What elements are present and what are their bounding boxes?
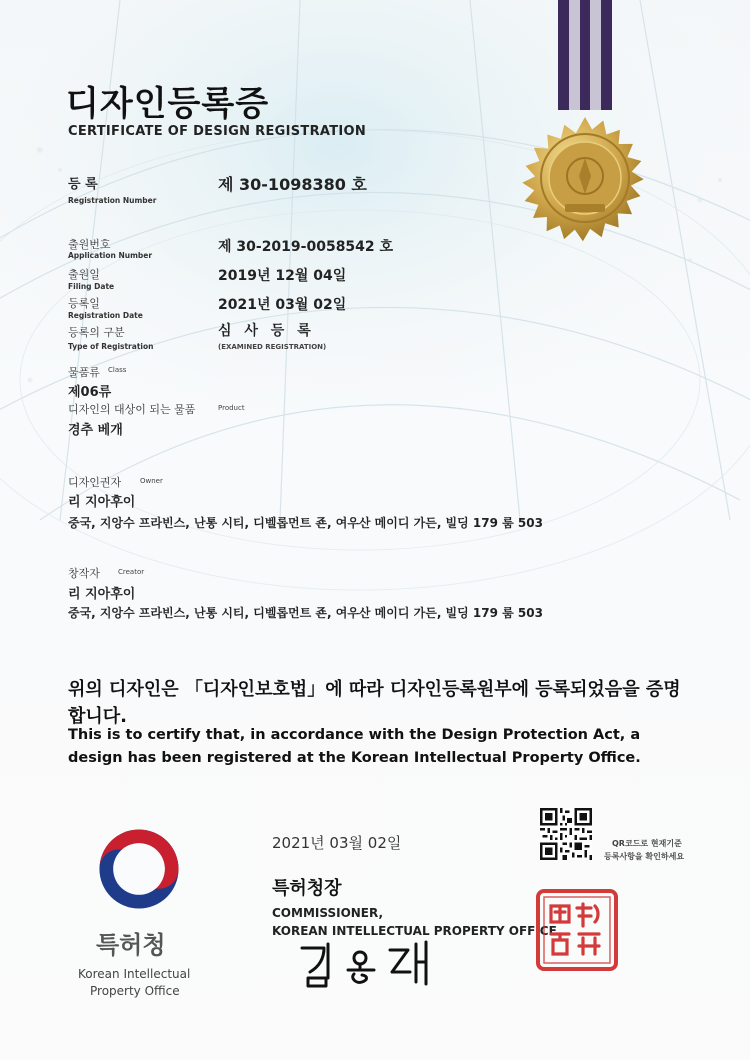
class-label-en: Class <box>108 366 127 374</box>
issue-date: 2021년 03월 02일 <box>272 834 402 852</box>
registration-label: 등 록 <box>68 177 98 192</box>
certification-statement-en: This is to certify that, in accordance with the Design Protection Act, a design has been registered at the Korean Intellectual Property Office. <box>68 727 641 766</box>
office-logo-name-ko: 특허청 <box>96 931 166 959</box>
registration-date-label-en: Registration Date <box>68 311 143 320</box>
qr-caption-2: 등록사항을 확인하세요 <box>604 852 685 861</box>
creator-name: 리 지아후이 <box>68 587 136 602</box>
official-seal-stamp <box>535 888 619 972</box>
office-logo-name-en-2: Property Office <box>90 984 180 998</box>
page-title: 디자인등록증 <box>66 84 270 124</box>
commissioner-signature <box>298 938 458 988</box>
registration-type: 심 사 등 록 <box>218 323 315 339</box>
product-label-en: Product <box>218 404 245 412</box>
qr-caption-1: QR코드로 현재기준 <box>612 839 682 848</box>
registration-type-en: (EXAMINED REGISTRATION) <box>218 343 327 351</box>
registration-type-label: 등록의 구분 <box>68 326 125 339</box>
creator-label-en: Creator <box>118 568 145 576</box>
commissioner-title-en-2: KOREAN INTELLECTUAL PROPERTY OFFICE <box>272 924 557 938</box>
owner-label-en: Owner <box>140 477 163 485</box>
class-label: 물품류 <box>68 366 100 379</box>
gold-seal <box>495 88 675 268</box>
creator-address: 중국, 지앙수 프라빈스, 난통 시티, 디벨롭먼트 죤, 여우산 메이디 가든, 빌딩 179 룸 503 <box>68 606 543 620</box>
registration-date-label: 등록일 <box>68 297 100 310</box>
page-subtitle: CERTIFICATE OF DESIGN REGISTRATION <box>68 124 367 139</box>
registration-label-en: Registration Number <box>68 196 157 205</box>
application-label-en: Application Number <box>68 251 153 260</box>
owner-address: 중국, 지앙수 프라빈스, 난통 시티, 디벨롭먼트 죤, 여우산 메이디 가든, 빌딩 179 룸 503 <box>68 516 543 530</box>
class-value: 제06류 <box>68 385 112 400</box>
owner-label: 디자인권자 <box>68 476 122 489</box>
registration-date: 2021년 03월 02일 <box>218 297 347 313</box>
product-label: 디자인의 대상이 되는 물품 <box>68 403 196 416</box>
creator-label: 창작자 <box>68 567 100 580</box>
filing-label-en: Filing Date <box>68 282 115 291</box>
taegeuk-logo-icon <box>96 826 182 912</box>
commissioner-title-ko: 특허청장 <box>272 878 342 899</box>
qr-code-icon <box>540 808 592 860</box>
application-number: 제 30-2019-0058542 호 <box>218 239 394 255</box>
registration-type-label-en: Type of Registration <box>68 342 154 351</box>
certification-statement-ko: 위의 디자인은 「디자인보호법」에 따라 디자인등록원부에 등록되었음을 증명합니다. <box>68 679 681 727</box>
filing-date: 2019년 12월 04일 <box>218 268 347 284</box>
office-logo-name-en-1: Korean Intellectual <box>78 967 191 981</box>
commissioner-title-en-1: COMMISSIONER, <box>272 906 384 920</box>
application-label: 출원번호 <box>68 238 111 251</box>
registration-number: 제 30-1098380 호 <box>218 175 367 194</box>
product-value: 경추 베개 <box>68 423 123 438</box>
filing-label: 출원일 <box>68 268 100 281</box>
owner-name: 리 지아후이 <box>68 495 136 510</box>
